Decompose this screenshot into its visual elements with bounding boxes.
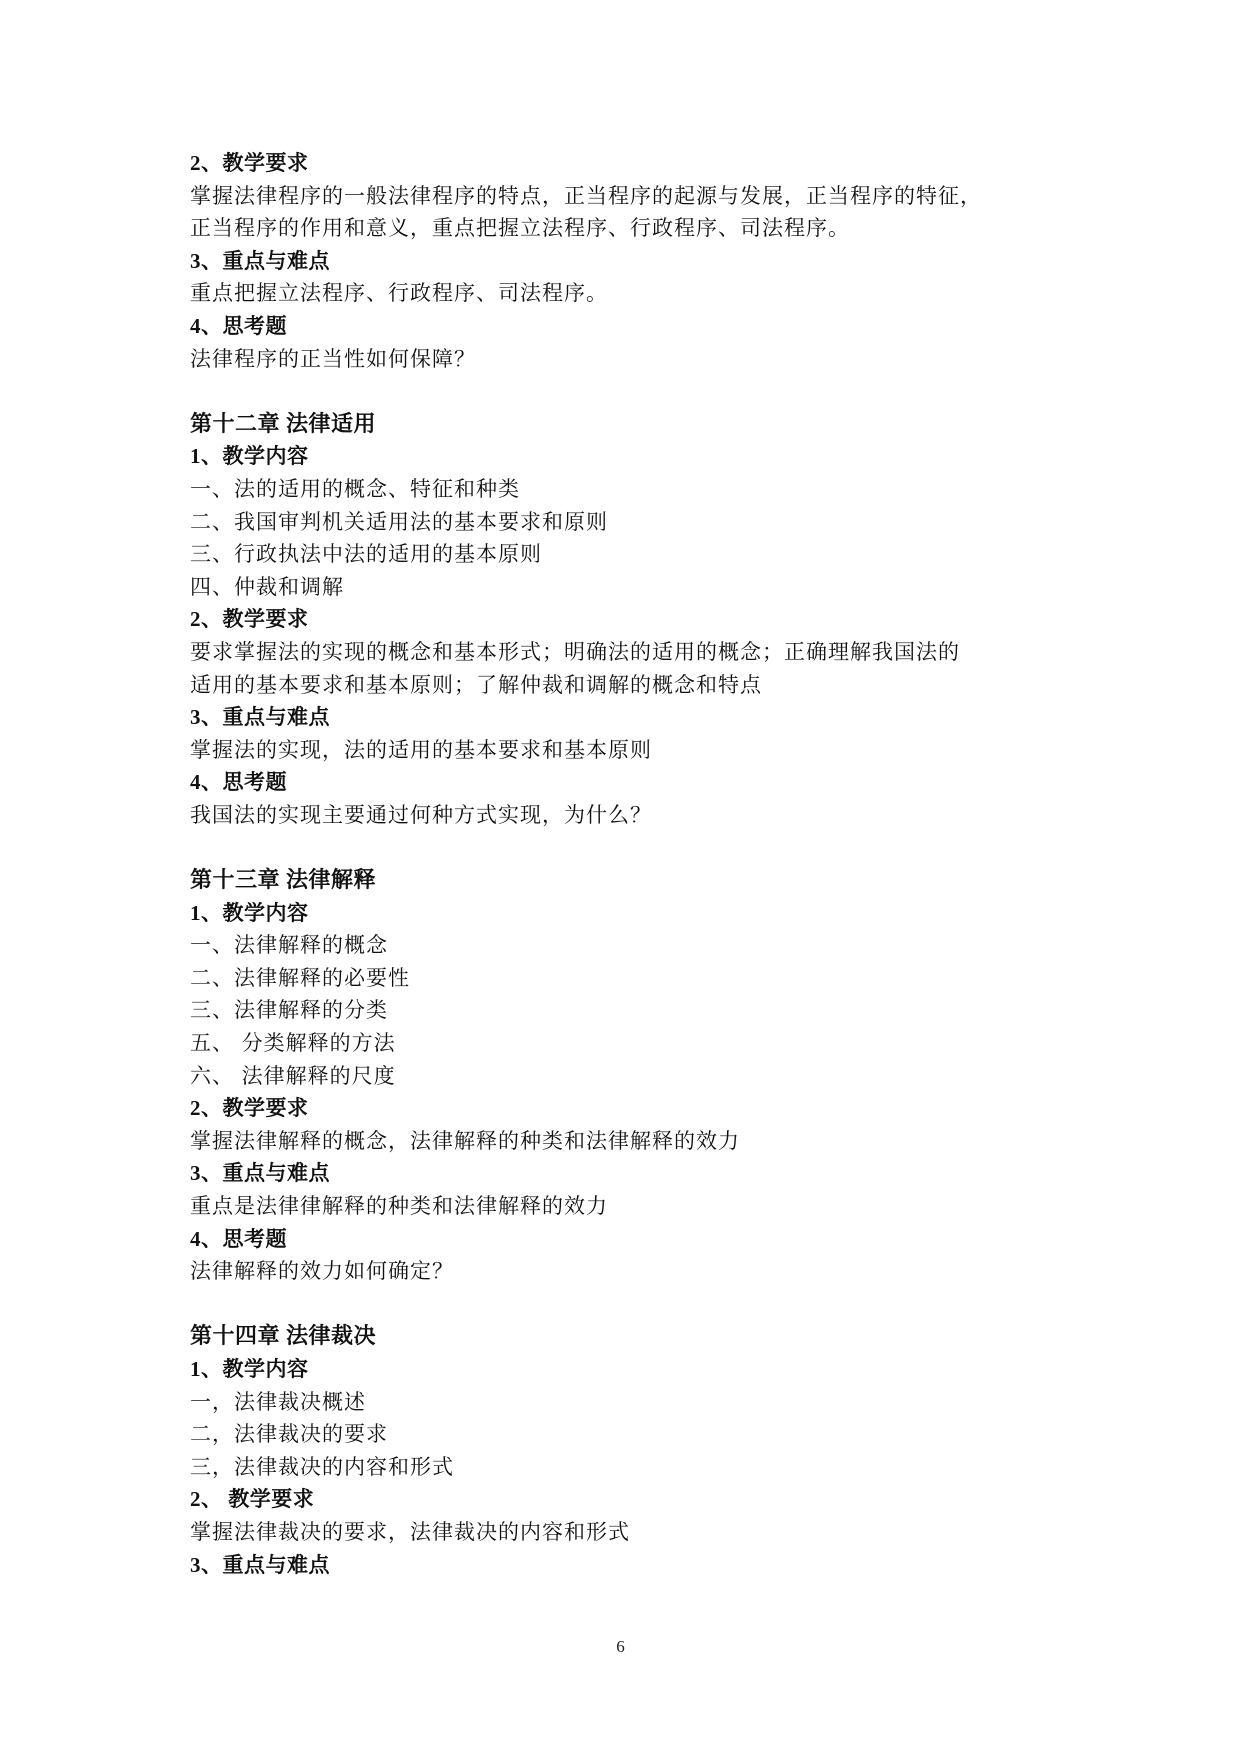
paragraph-line: 掌握法律裁决的要求，法律裁决的内容和形式 xyxy=(190,1519,630,1544)
list-item: 三，法律裁决的内容和形式 xyxy=(190,1454,454,1479)
section-heading-content: 1、教学内容 xyxy=(190,900,309,925)
spacer xyxy=(190,1288,1070,1321)
paragraph-line: 适用的基本要求和基本原则；了解仲裁和调解的概念和特点 xyxy=(190,672,762,697)
section-heading-requirements: 2、 教学要求 xyxy=(190,1487,315,1512)
paragraph-line: 重点把握立法程序、行政程序、司法程序。 xyxy=(190,281,608,306)
section-heading-content: 1、教学内容 xyxy=(190,1356,309,1381)
paragraph-line: 法律程序的正当性如何保障？ xyxy=(190,346,476,371)
paragraph-line: 重点是法律律解释的种类和法律解释的效力 xyxy=(190,1194,608,1218)
section-heading-requirements: 2、教学要求 xyxy=(190,607,309,632)
section-heading-key-points: 3、重点与难点 xyxy=(190,1552,330,1577)
list-item: 一、法律解释的概念 xyxy=(190,933,388,958)
list-item: 六、 法律解释的尺度 xyxy=(190,1063,396,1088)
spacer xyxy=(190,831,1070,864)
list-item: 二，法律裁决的要求 xyxy=(190,1422,388,1447)
section-heading-requirements: 2、教学要求 xyxy=(190,1096,309,1121)
list-item: 五、 分类解释的方法 xyxy=(190,1031,396,1056)
section-heading-questions: 4、思考题 xyxy=(190,1226,287,1251)
list-item: 一、法的适用的概念、特征和种类 xyxy=(190,476,520,501)
page-number: 6 xyxy=(616,1637,625,1656)
paragraph-line: 要求掌握法的实现的概念和基本形式；明确法的适用的概念；正确理解我国法的 xyxy=(190,639,960,664)
list-item: 二、我国审判机关适用法的基本要求和原则 xyxy=(190,509,608,534)
section-heading-questions: 4、思考题 xyxy=(190,770,287,795)
paragraph-line: 法律解释的效力如何确定？ xyxy=(190,1259,454,1284)
list-item: 二、法律解释的必要性 xyxy=(190,965,410,990)
section-heading-key-points: 3、重点与难点 xyxy=(190,248,330,273)
list-item: 三、行政执法中法的适用的基本原则 xyxy=(190,542,542,567)
section-heading-key-points: 3、重点与难点 xyxy=(190,1161,330,1186)
spacer xyxy=(190,375,1070,408)
paragraph-line: 正当程序的作用和意义，重点把握立法程序、行政程序、司法程序。 xyxy=(190,216,850,241)
chapter-title: 第十四章 法律裁决 xyxy=(190,1323,377,1349)
paragraph-line: 掌握法律程序的一般法律程序的特点，正当程序的起源与发展，正当程序的特征， xyxy=(190,183,982,208)
list-item: 三、法律解释的分类 xyxy=(190,998,388,1023)
chapter-title: 第十二章 法律适用 xyxy=(190,410,377,436)
list-item: 一，法律裁决概述 xyxy=(190,1389,366,1414)
section-heading-key-points: 3、重点与难点 xyxy=(190,705,330,730)
list-item: 四、仲裁和调解 xyxy=(190,574,344,599)
section-heading-content: 1、教学内容 xyxy=(190,444,309,469)
page-content xyxy=(190,147,1070,1581)
paragraph-line: 掌握法的实现，法的适用的基本要求和基本原则 xyxy=(190,737,652,762)
paragraph-line: 我国法的实现主要通过何种方式实现，为什么？ xyxy=(190,802,652,827)
paragraph-line: 掌握法律解释的概念，法律解释的种类和法律解释的效力 xyxy=(190,1128,740,1153)
section-heading-requirements: 2、教学要求 xyxy=(190,151,309,175)
section-heading-questions: 4、思考题 xyxy=(190,313,287,338)
chapter-title: 第十三章 法律解释 xyxy=(190,867,377,893)
